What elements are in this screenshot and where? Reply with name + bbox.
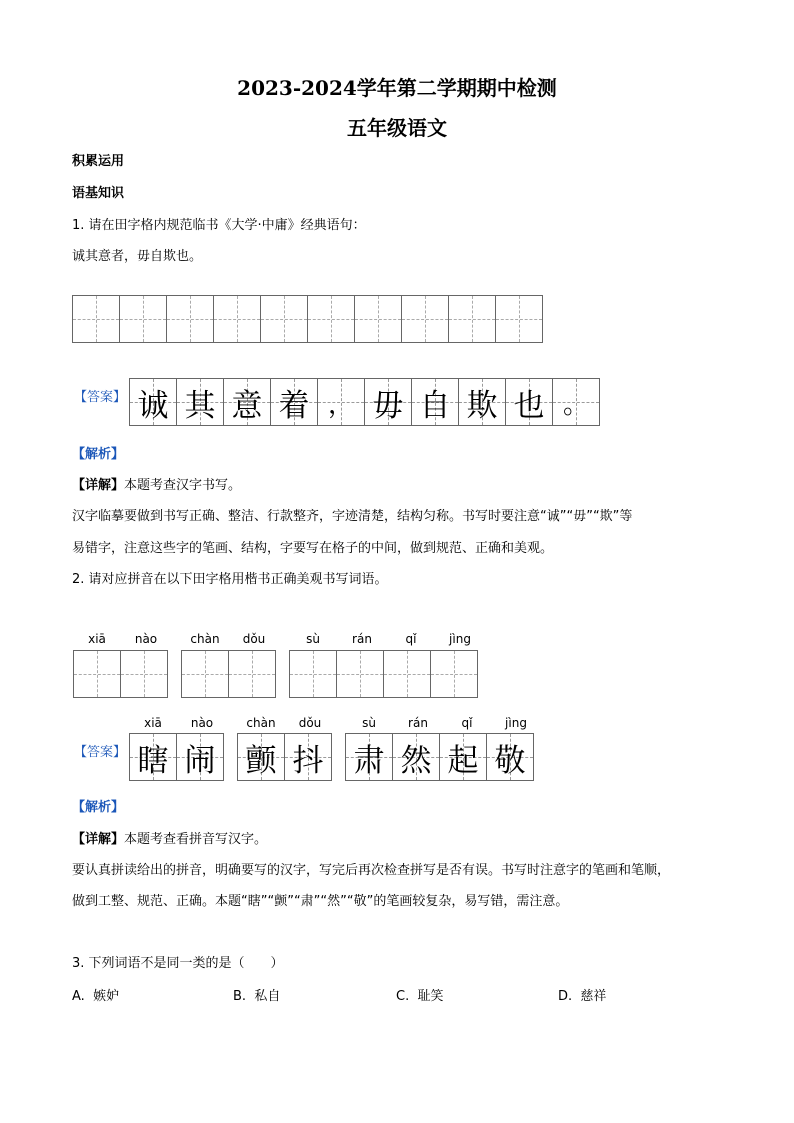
grid-cell[interactable] [120,650,168,698]
answer-char: 也 [513,387,545,424]
pinyin: dǒu [298,716,322,730]
question-2-detail [72,828,267,847]
question-2-para-1: 要认真拼读给出的拼音，明确要写的汉字，写完后再次检查拼写是否有误。书写时注意字的笔画和笔顺， [72,863,671,878]
answer-cell [345,733,393,781]
question-1-analysis-label: 【解析】 [72,447,125,462]
answer-cell [129,378,177,426]
grid-cell[interactable] [495,295,543,343]
answer-cell [237,733,285,781]
pinyin: chàn [246,716,276,730]
question-1-writing-grid[interactable] [72,295,543,343]
grid-cell[interactable] [307,295,355,343]
grid-cell[interactable] [72,295,120,343]
question-2-answer-grid-3 [345,733,534,781]
option-a[interactable] [72,985,119,1004]
option-c[interactable] [396,985,444,1004]
grid-cell[interactable] [213,295,261,343]
pinyin: xiā [144,716,162,730]
answer-char: 欺 [466,387,498,424]
pinyin: rán [408,716,428,730]
answer-cell [176,378,224,426]
grid-cell[interactable] [73,650,121,698]
answer-char: 毋 [372,387,404,424]
answer-cell [176,733,224,781]
pinyin: sù [362,716,376,730]
question-2-answer-grid-1 [129,733,224,781]
answer-char: 自 [419,387,451,424]
answer-cell [364,378,412,426]
pinyin: nào [190,716,214,730]
answer-char: 肃 [353,742,385,779]
question-2-stem: 2. 请对应拼音在以下田字格用楷书正确美观书写词语。 [72,572,388,587]
option-label: B. [233,989,247,1004]
answer-char: 瞎 [137,742,169,779]
answer-cell [486,733,534,781]
question-3-stem: 3. 下列词语不是同一类的是（ ） [72,956,284,971]
option-text: 私自 [254,989,281,1004]
pinyin: xiā [88,632,106,646]
option-label: C. [396,989,410,1004]
answer-cell [439,733,487,781]
pinyin: dǒu [242,632,266,646]
answer-char: 颤 [245,742,277,779]
answer-cell [458,378,506,426]
question-1-answer-grid [129,378,600,426]
answer-cell [270,378,318,426]
question-1-sentence: 诚其意者，毋自欺也。 [72,249,203,264]
page-title: 2023-2024学年第二学期期中检测 [237,76,557,100]
question-2-grid-2[interactable] [181,650,276,698]
question-2-answer-grid-2 [237,733,332,781]
question-1-detail [72,474,241,493]
pinyin: jìng [449,632,471,646]
grid-cell[interactable] [448,295,496,343]
pinyin: nào [134,632,158,646]
section-heading-accumulation: 积累运用 [72,154,125,169]
question-2-grid-3[interactable] [289,650,478,698]
answer-cell [317,378,365,426]
question-1-answer-label: 【答案】 [74,390,127,405]
answer-char: 意 [231,387,263,424]
answer-cell [505,378,553,426]
answer-cell [223,378,271,426]
answer-char: 敬 [494,742,526,779]
answer-char: 诚 [137,387,169,424]
answer-char: 。 [562,390,589,420]
option-label: D. [558,989,573,1004]
page-subtitle: 五年级语文 [347,116,447,140]
grid-cell[interactable] [260,295,308,343]
pinyin: chàn [190,632,220,646]
pinyin: qǐ [405,632,417,646]
question-1-para-1: 汉字临摹要做到书写正确、整洁、行款整齐，字迹清楚，结构匀称。书写时要注意“诚”“毋”“欺”等 [72,509,633,524]
pinyin: sù [306,632,320,646]
pinyin: jìng [505,716,527,730]
option-d[interactable] [558,985,606,1004]
grid-cell[interactable] [228,650,276,698]
grid-cell[interactable] [119,295,167,343]
answer-cell [411,378,459,426]
question-2-answer-label: 【答案】 [74,745,127,760]
grid-cell[interactable] [166,295,214,343]
grid-cell[interactable] [430,650,478,698]
option-text: 嫉妒 [93,989,120,1004]
answer-char: 着 [278,387,310,424]
pinyin: rán [352,632,372,646]
grid-cell[interactable] [383,650,431,698]
answer-cell [552,378,600,426]
answer-char: 闹 [184,742,216,779]
grid-cell[interactable] [181,650,229,698]
question-2-grid-1[interactable] [73,650,168,698]
answer-cell [392,733,440,781]
answer-cell [129,733,177,781]
answer-char: 然 [400,742,432,779]
grid-cell[interactable] [354,295,402,343]
grid-cell[interactable] [401,295,449,343]
option-text: 耻笑 [417,989,444,1004]
pinyin: qǐ [461,716,473,730]
answer-char: 抖 [292,742,324,779]
detail-label: 【详解】 [72,832,125,847]
detail-label: 【详解】 [72,478,125,493]
question-2-analysis-label: 【解析】 [72,800,125,815]
grid-cell[interactable] [289,650,337,698]
option-b[interactable] [233,985,280,1004]
question-2-para-2: 做到工整、规范、正确。本题“瞎”“颤”“肃”“然”“敬”的笔画较复杂，易写错，需注意。 [72,894,569,909]
question-1-stem: 1. 请在田字格内规范临书《大学·中庸》经典语句： [72,218,366,233]
section-heading-basics: 语基知识 [72,186,125,201]
detail-text: 本题考查汉字书写。 [124,478,242,493]
detail-text: 本题考查看拼音写汉字。 [124,832,268,847]
answer-char: 起 [447,742,479,779]
question-1-para-2: 易错字，注意这些字的笔画、结构，字要写在格子的中间，做到规范、正确和美观。 [72,541,554,556]
answer-cell [284,733,332,781]
option-text: 慈祥 [580,989,607,1004]
option-label: A. [72,989,85,1004]
answer-char: ， [327,390,354,420]
grid-cell[interactable] [336,650,384,698]
answer-char: 其 [184,387,216,424]
